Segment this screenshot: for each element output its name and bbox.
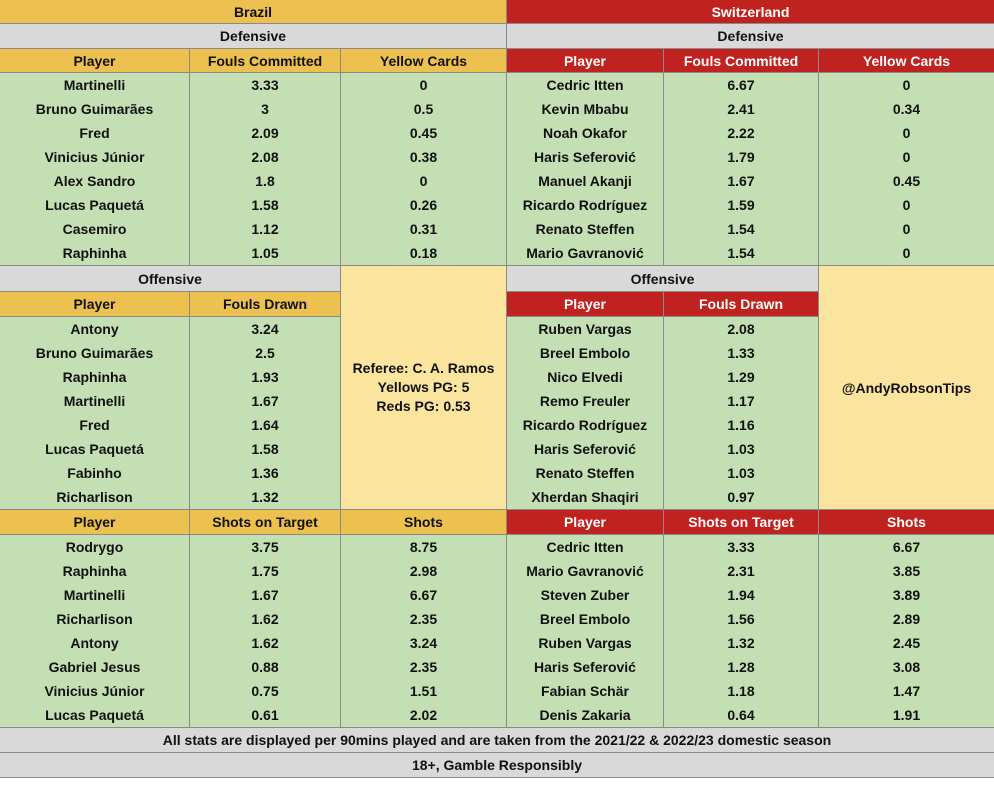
referee-box xyxy=(341,266,507,510)
column-header: Player xyxy=(0,49,190,73)
player-name: Richarlison xyxy=(0,485,190,510)
column-header: Yellow Cards xyxy=(819,49,994,73)
stat-value: 0.26 xyxy=(341,193,507,217)
stat-value: 0 xyxy=(819,193,994,217)
team-header-switzerland: Switzerland xyxy=(507,0,994,24)
switzerland-defensive-title: Defensive xyxy=(507,24,994,49)
footer-note: All stats are displayed per 90mins played and are taken from the 2021/22 & 2022/23 domestic season xyxy=(0,728,994,753)
stat-value: 8.75 xyxy=(341,535,507,559)
stat-value: 0 xyxy=(819,145,994,169)
player-name: Haris Seferović xyxy=(507,655,664,679)
stat-value: 3.08 xyxy=(819,655,994,679)
stat-value: 2.98 xyxy=(341,559,507,583)
player-name: Martinelli xyxy=(0,389,190,413)
stat-value: 0 xyxy=(819,217,994,241)
stat-value: 2.89 xyxy=(819,607,994,631)
column-header: Shots xyxy=(819,510,994,535)
stat-value: 2.5 xyxy=(190,341,341,365)
stat-value: 3.85 xyxy=(819,559,994,583)
stat-value: 0.45 xyxy=(341,121,507,145)
stat-value: 3.75 xyxy=(190,535,341,559)
column-header: Fouls Committed xyxy=(664,49,819,73)
stat-value: 1.58 xyxy=(190,193,341,217)
stat-value: 2.08 xyxy=(664,317,819,341)
column-header: Player xyxy=(507,292,664,317)
player-name: Raphinha xyxy=(0,365,190,389)
player-name: Noah Okafor xyxy=(507,121,664,145)
stat-value: 0.75 xyxy=(190,679,341,703)
player-name: Ruben Vargas xyxy=(507,317,664,341)
column-header: Fouls Drawn xyxy=(664,292,819,317)
stat-value: 2.22 xyxy=(664,121,819,145)
player-name: Ruben Vargas xyxy=(507,631,664,655)
stat-value: 2.31 xyxy=(664,559,819,583)
stat-value: 6.67 xyxy=(819,535,994,559)
player-name: Breel Embolo xyxy=(507,341,664,365)
stat-value: 1.17 xyxy=(664,389,819,413)
stat-value: 1.67 xyxy=(190,583,341,607)
stat-value: 0.31 xyxy=(341,217,507,241)
player-name: Casemiro xyxy=(0,217,190,241)
stat-value: 3.24 xyxy=(190,317,341,341)
stat-value: 2.09 xyxy=(190,121,341,145)
player-name: Alex Sandro xyxy=(0,169,190,193)
stat-value: 1.93 xyxy=(190,365,341,389)
player-name: Ricardo Rodríguez xyxy=(507,413,664,437)
team-header-brazil: Brazil xyxy=(0,0,507,24)
stat-value: 0.38 xyxy=(341,145,507,169)
brazil-offensive-title: Offensive xyxy=(0,266,341,292)
player-name: Martinelli xyxy=(0,73,190,97)
player-name: Steven Zuber xyxy=(507,583,664,607)
brazil-defensive-title: Defensive xyxy=(0,24,507,49)
stat-value: 1.36 xyxy=(190,461,341,485)
stat-value: 1.03 xyxy=(664,461,819,485)
stat-value: 0.97 xyxy=(664,485,819,510)
player-name: Martinelli xyxy=(0,583,190,607)
stat-value: 1.67 xyxy=(664,169,819,193)
stat-value: 2.45 xyxy=(819,631,994,655)
stat-value: 1.51 xyxy=(341,679,507,703)
stat-value: 1.29 xyxy=(664,365,819,389)
stat-value: 1.54 xyxy=(664,217,819,241)
column-header: Yellow Cards xyxy=(341,49,507,73)
stat-value: 1.54 xyxy=(664,241,819,266)
player-name: Richarlison xyxy=(0,607,190,631)
referee-name: Referee: C. A. Ramos xyxy=(352,360,495,376)
stat-value: 3.33 xyxy=(664,535,819,559)
stat-value: 2.02 xyxy=(341,703,507,728)
stat-value: 0 xyxy=(819,73,994,97)
stat-value: 0.5 xyxy=(341,97,507,121)
stat-value: 3 xyxy=(190,97,341,121)
player-name: Remo Freuler xyxy=(507,389,664,413)
stat-value: 2.35 xyxy=(341,655,507,679)
stat-value: 1.67 xyxy=(190,389,341,413)
referee-yellows: Yellows PG: 5 xyxy=(377,379,470,395)
player-name: Cedric Itten xyxy=(507,73,664,97)
player-name: Lucas Paquetá xyxy=(0,193,190,217)
stat-value: 1.62 xyxy=(190,607,341,631)
player-name: Fred xyxy=(0,413,190,437)
stat-value: 1.18 xyxy=(664,679,819,703)
stat-value: 1.58 xyxy=(190,437,341,461)
stat-value: 1.79 xyxy=(664,145,819,169)
player-name: Fabinho xyxy=(0,461,190,485)
column-header: Fouls Drawn xyxy=(190,292,341,317)
stat-value: 2.35 xyxy=(341,607,507,631)
stat-value: 0.34 xyxy=(819,97,994,121)
column-header: Shots xyxy=(341,510,507,535)
stat-value: 1.05 xyxy=(190,241,341,266)
stat-value: 0.61 xyxy=(190,703,341,728)
column-header: Fouls Committed xyxy=(190,49,341,73)
player-name: Renato Steffen xyxy=(507,461,664,485)
player-name: Lucas Paquetá xyxy=(0,703,190,728)
player-name: Raphinha xyxy=(0,241,190,266)
stat-value: 1.28 xyxy=(664,655,819,679)
footer-disclaimer: 18+, Gamble Responsibly xyxy=(0,753,994,778)
stat-value: 0.18 xyxy=(341,241,507,266)
referee-reds: Reds PG: 0.53 xyxy=(376,398,471,414)
stat-value: 1.91 xyxy=(819,703,994,728)
player-name: Fabian Schär xyxy=(507,679,664,703)
stat-value: 1.32 xyxy=(190,485,341,510)
player-name: Bruno Guimarães xyxy=(0,341,190,365)
stat-value: 0.64 xyxy=(664,703,819,728)
stat-value: 1.64 xyxy=(190,413,341,437)
stat-value: 0.45 xyxy=(819,169,994,193)
stat-value: 1.62 xyxy=(190,631,341,655)
player-name: Mario Gavranović xyxy=(507,241,664,266)
stat-value: 1.59 xyxy=(664,193,819,217)
stat-value: 1.8 xyxy=(190,169,341,193)
stat-value: 1.75 xyxy=(190,559,341,583)
player-name: Antony xyxy=(0,317,190,341)
stat-value: 1.03 xyxy=(664,437,819,461)
player-name: Vinicius Júnior xyxy=(0,679,190,703)
stat-value: 1.56 xyxy=(664,607,819,631)
player-name: Fred xyxy=(0,121,190,145)
stat-value: 1.16 xyxy=(664,413,819,437)
player-name: Ricardo Rodríguez xyxy=(507,193,664,217)
stat-value: 0 xyxy=(819,121,994,145)
stat-value: 0 xyxy=(341,73,507,97)
column-header: Shots on Target xyxy=(664,510,819,535)
stat-value: 1.33 xyxy=(664,341,819,365)
player-name: Haris Seferović xyxy=(507,437,664,461)
player-name: Vinicius Júnior xyxy=(0,145,190,169)
player-name: Haris Seferović xyxy=(507,145,664,169)
player-name: Breel Embolo xyxy=(507,607,664,631)
stat-value: 0 xyxy=(341,169,507,193)
stat-value: 3.33 xyxy=(190,73,341,97)
player-name: Lucas Paquetá xyxy=(0,437,190,461)
player-name: Bruno Guimarães xyxy=(0,97,190,121)
column-header: Player xyxy=(0,510,190,535)
player-name: Antony xyxy=(0,631,190,655)
player-name: Denis Zakaria xyxy=(507,703,664,728)
stat-value: 0.88 xyxy=(190,655,341,679)
stat-value: 1.47 xyxy=(819,679,994,703)
stat-value: 2.41 xyxy=(664,97,819,121)
stat-value: 0 xyxy=(819,241,994,266)
player-name: Kevin Mbabu xyxy=(507,97,664,121)
player-name: Cedric Itten xyxy=(507,535,664,559)
stat-value: 6.67 xyxy=(341,583,507,607)
column-header: Player xyxy=(0,292,190,317)
player-name: Mario Gavranović xyxy=(507,559,664,583)
stat-value: 1.94 xyxy=(664,583,819,607)
social-handle: @AndyRobsonTips xyxy=(819,266,994,510)
switzerland-offensive-title: Offensive xyxy=(507,266,819,292)
column-header: Player xyxy=(507,49,664,73)
stat-value: 3.89 xyxy=(819,583,994,607)
column-header: Player xyxy=(507,510,664,535)
player-name: Xherdan Shaqiri xyxy=(507,485,664,510)
player-name: Manuel Akanji xyxy=(507,169,664,193)
player-name: Nico Elvedi xyxy=(507,365,664,389)
stat-value: 2.08 xyxy=(190,145,341,169)
stat-value: 1.32 xyxy=(664,631,819,655)
player-name: Rodrygo xyxy=(0,535,190,559)
player-name: Renato Steffen xyxy=(507,217,664,241)
stat-value: 3.24 xyxy=(341,631,507,655)
stat-value: 1.12 xyxy=(190,217,341,241)
player-name: Raphinha xyxy=(0,559,190,583)
column-header: Shots on Target xyxy=(190,510,341,535)
stat-value: 6.67 xyxy=(664,73,819,97)
player-name: Gabriel Jesus xyxy=(0,655,190,679)
